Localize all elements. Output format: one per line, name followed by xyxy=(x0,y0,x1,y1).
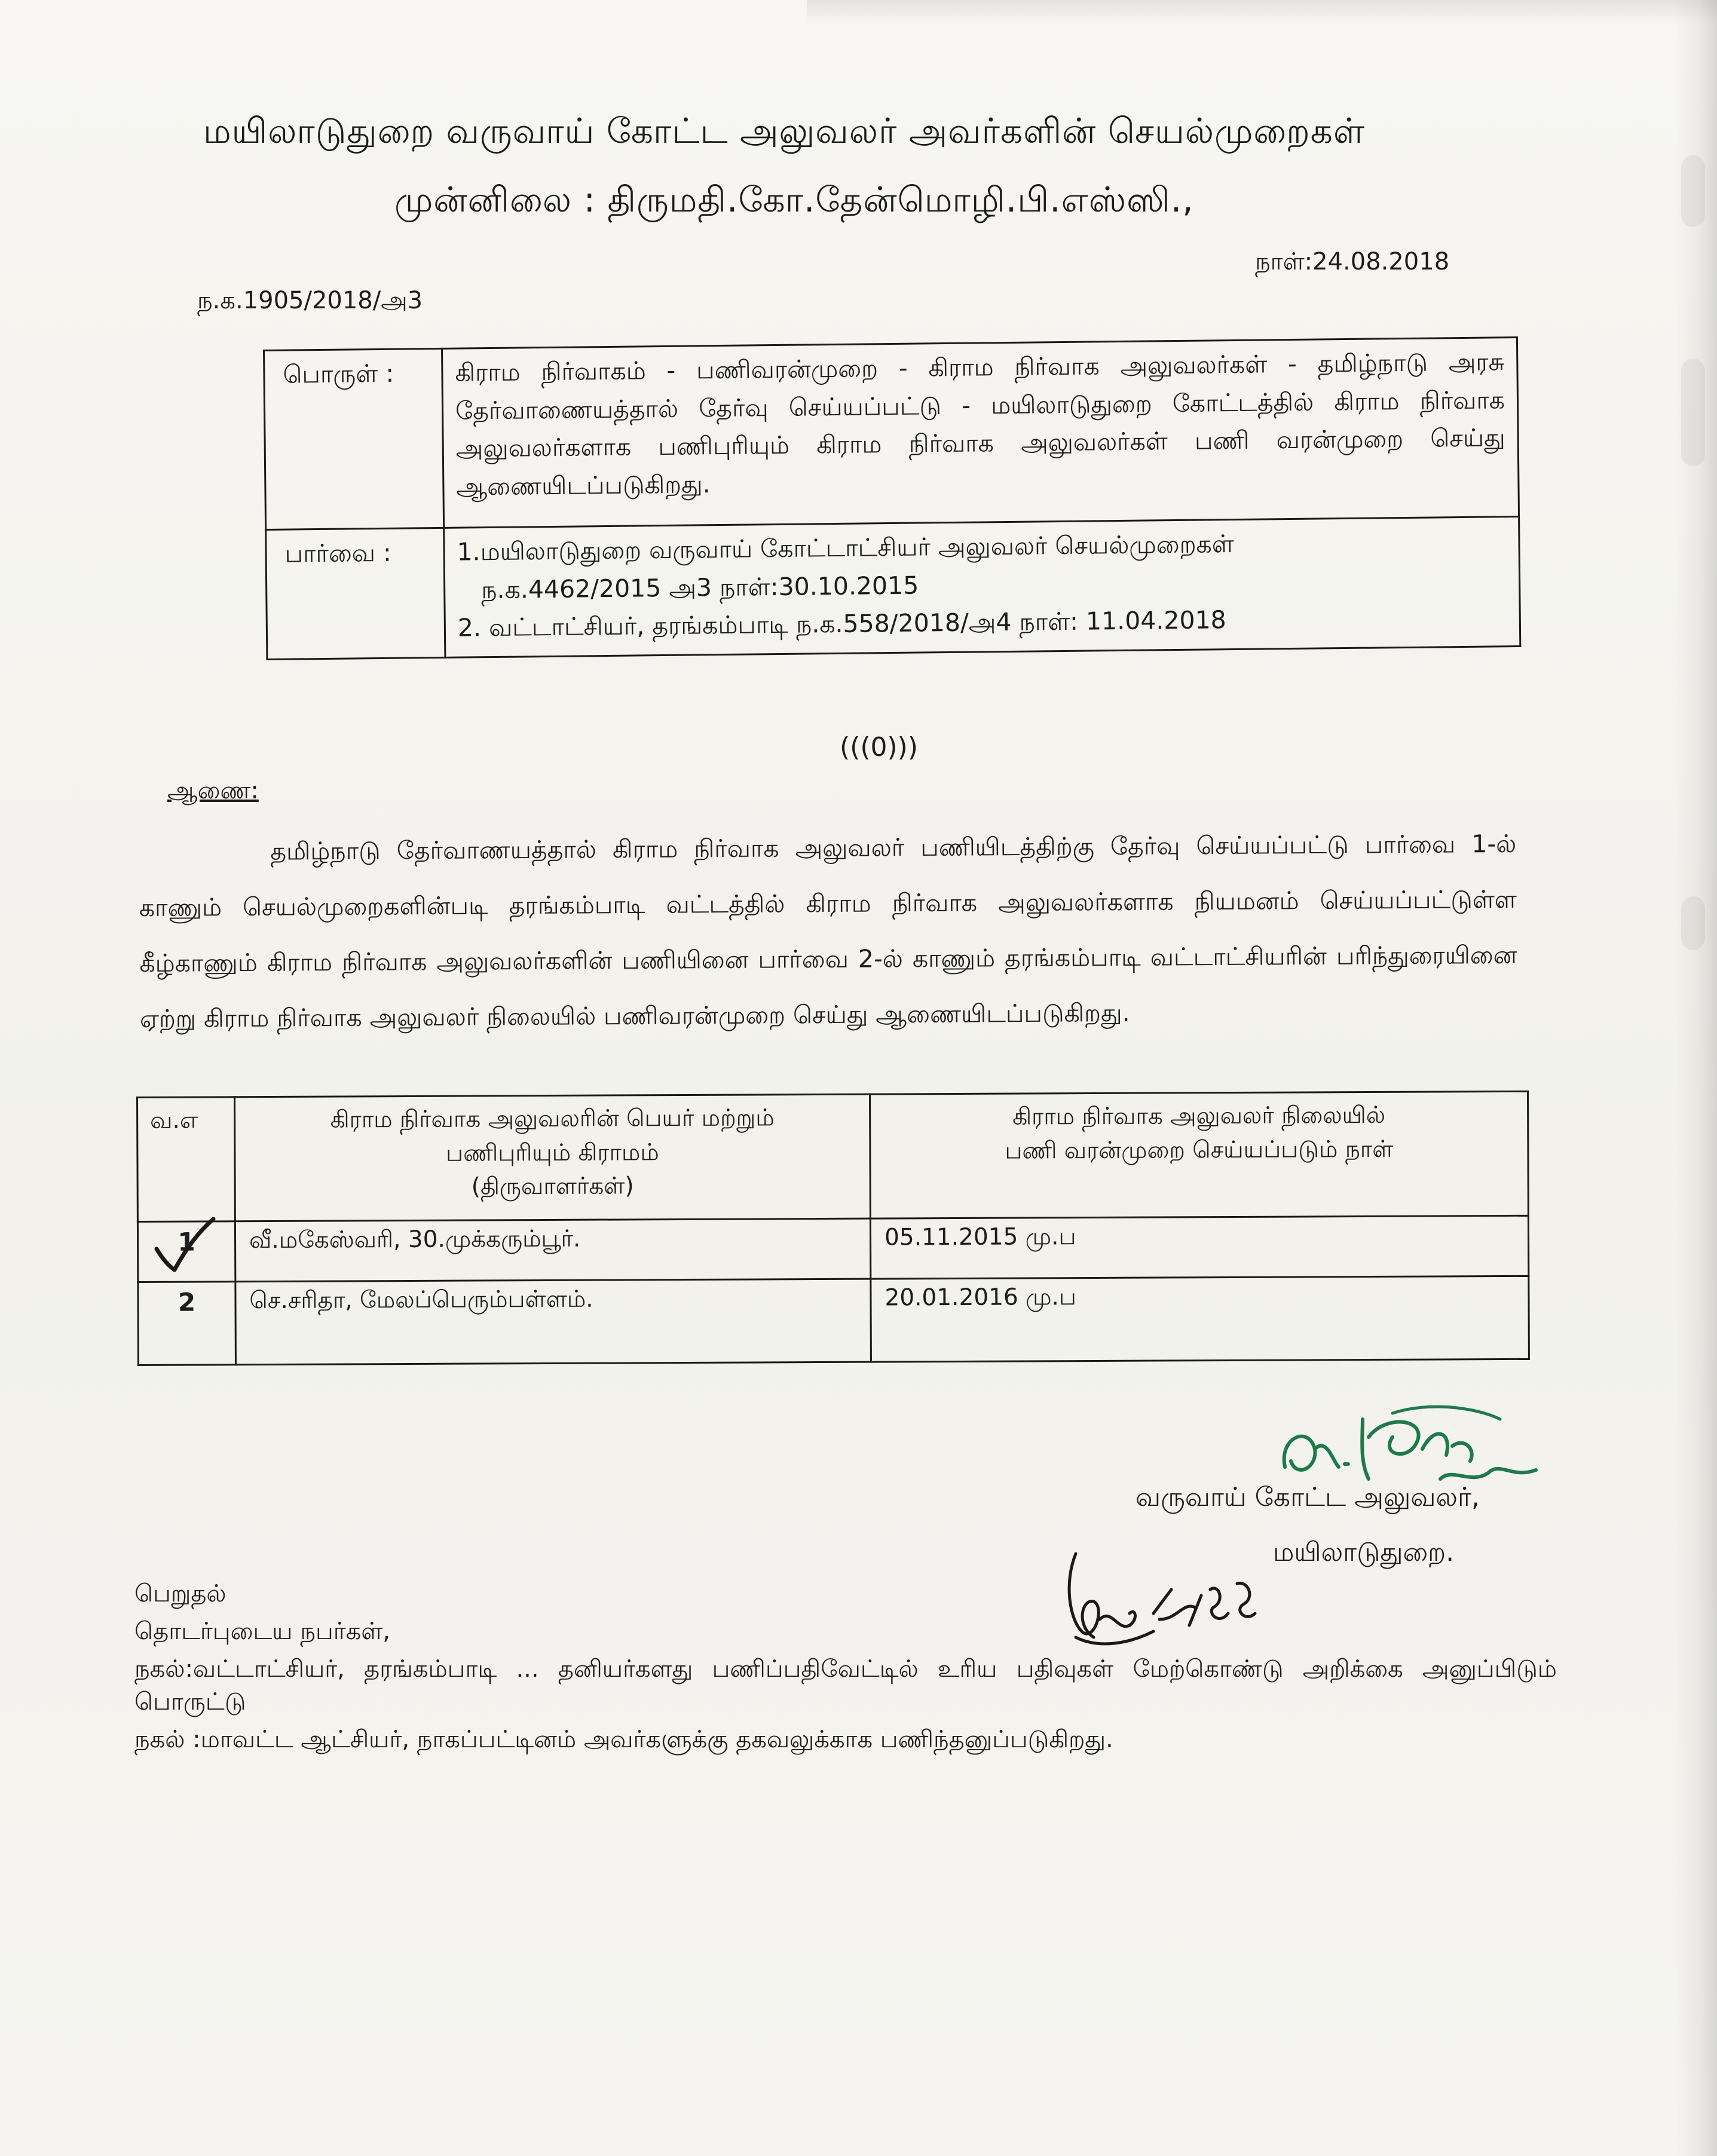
table-row xyxy=(137,1215,1528,1282)
table-header-row xyxy=(137,1091,1529,1221)
table-row xyxy=(138,1276,1529,1365)
paper-edge-shadow xyxy=(1675,0,1717,2156)
subject-text: கிராம நிர்வாகம் - பணிவரன்முறை - கிராம நிர்வாக அலுவலர்கள் - தமிழ்நாடு அரசு தேர்வாணையத்தால் தேர்வு செய்யப்பட்டு - மயிலாடுதுறை கோட்டத்தில் கிராம நிர்வாக அலுவலர்களாக பணிபுரியும் கிராம நிர்வாக அலுவலர்கள் பணி வரன்முறை செய்து ஆணையிடப்படுகிறது. xyxy=(442,338,1519,528)
row-serial: 2 xyxy=(138,1282,236,1365)
header-date xyxy=(870,1091,1528,1218)
recipients-block xyxy=(134,1578,1557,1756)
copy-to-tahsildar: நகல்:வட்டாட்சியர், தரங்கம்பாடி ... தனியர்களது பணிப்பதிவேட்டில் உரிய பதிவுகள் மேற்கொண்டு அறிக்கை அனுப்பிடும் பொருட்டு xyxy=(134,1655,1557,1716)
receiver-label: பெறுதல் xyxy=(134,1580,227,1607)
header-date-line2: பணி வரன்முறை செய்யப்படும் நாள் xyxy=(1005,1135,1394,1165)
header-name xyxy=(235,1094,871,1221)
header-name-line1: கிராம நிர்வாக அலுவலரின் பெயர் மற்றும் xyxy=(330,1104,775,1134)
paper-stain xyxy=(1681,896,1705,950)
order-paragraph: தமிழ்நாடு தேர்வாணயத்தால் கிராம நிர்வாக அலுவலர் பணியிடத்திற்கு தேர்வு செய்யப்பட்டு பார்வை 1-ல் காணும் செயல்முறைகளின்படி தரங்கம்பாடி வட்டத்தில் கிராம நிர்வாக அலுவலர்களாக நியமனம் செய்யப்பட்டுள்ள கீழ்காணும் கிராம நிர்வாக அலுவலர்களின் பணியினை பார்வை 2-ல் காணும் தரங்கம்பாடி வட்டாட்சியரின் பரிந்துரையினை ஏற்று கிராம நிர்வாக அலுவலர் நிலையில் பணிவரன்முறை செய்து ஆணையிடப்படுகிறது. xyxy=(139,829,1517,1033)
concerned-persons: தொடர்புடைய நபர்கள், xyxy=(134,1618,391,1645)
row-name: செ.சரிதா, மேலப்பெரும்பள்ளம். xyxy=(235,1279,871,1365)
reference-item-2: 2. வட்டாட்சியர், தரங்கம்பாடி ந.க.558/2018/அ4 நாள்: 11.04.2018 xyxy=(457,605,1226,642)
row-name: வீ.மகேஸ்வரி, 30.முக்கரும்பூர். xyxy=(235,1218,870,1282)
signatory-place: மயிலாடுதுறை. xyxy=(1273,1537,1455,1567)
reference-label: பார்வை : xyxy=(266,528,445,659)
reference-number: ந.க.1905/2018/அ3 xyxy=(197,287,423,314)
order-label: ஆணை: xyxy=(167,777,259,804)
appointment-table xyxy=(136,1091,1530,1366)
header-name-line3: (திருவாளர்கள்) xyxy=(471,1172,634,1200)
subject-box xyxy=(263,336,1521,660)
header-name-line2: பணிபுரியும் கிராமம் xyxy=(446,1138,659,1167)
paper-stain xyxy=(1681,155,1705,227)
presence-line: முன்னிலை : திருமதி.கோ.தேன்மொழி.பி.எஸ்ஸி., xyxy=(394,179,1194,220)
paper-stain xyxy=(1681,359,1705,466)
subject-label: பொருள் : xyxy=(264,348,444,529)
header-date-line1: கிராம நிர்வாக அலுவலர் நிலையில் xyxy=(1012,1101,1386,1131)
reference-item-1: 1.மயிலாடுதுறை வருவாய் கோட்டாட்சியர் அலுவலர் செயல்முறைகள் xyxy=(457,529,1234,566)
reference-item-1-detail: ந.க.4462/2015 அ3 நாள்:30.10.2015 xyxy=(480,571,919,604)
row-date: 05.11.2015 மு.ப xyxy=(870,1215,1528,1279)
row-serial: 1 xyxy=(137,1221,235,1282)
document-date: நாள்:24.08.2018 xyxy=(1255,248,1450,275)
copy-to-collector: நகல் :மாவட்ட ஆட்சியர், நாகப்பட்டினம் அவர்களுக்கு தகவலுக்காக பணிந்தனுப்படுகிறது. xyxy=(134,1726,1113,1753)
signatory-designation: வருவாய் கோட்ட அலுவலர், xyxy=(1136,1482,1480,1512)
header-serial-no: வ.எ xyxy=(137,1097,235,1222)
reference-list xyxy=(444,517,1520,658)
handwritten-check-mark xyxy=(151,1213,216,1279)
document-title: மயிலாடுதுறை வருவாய் கோட்ட அலுவலர் அவர்களின் செயல்முறைகள் xyxy=(203,111,1366,151)
section-separator: (((0))) xyxy=(840,732,918,762)
row-date: 20.01.2016 மு.ப xyxy=(871,1276,1529,1362)
paper-top-shadow xyxy=(807,0,1717,24)
